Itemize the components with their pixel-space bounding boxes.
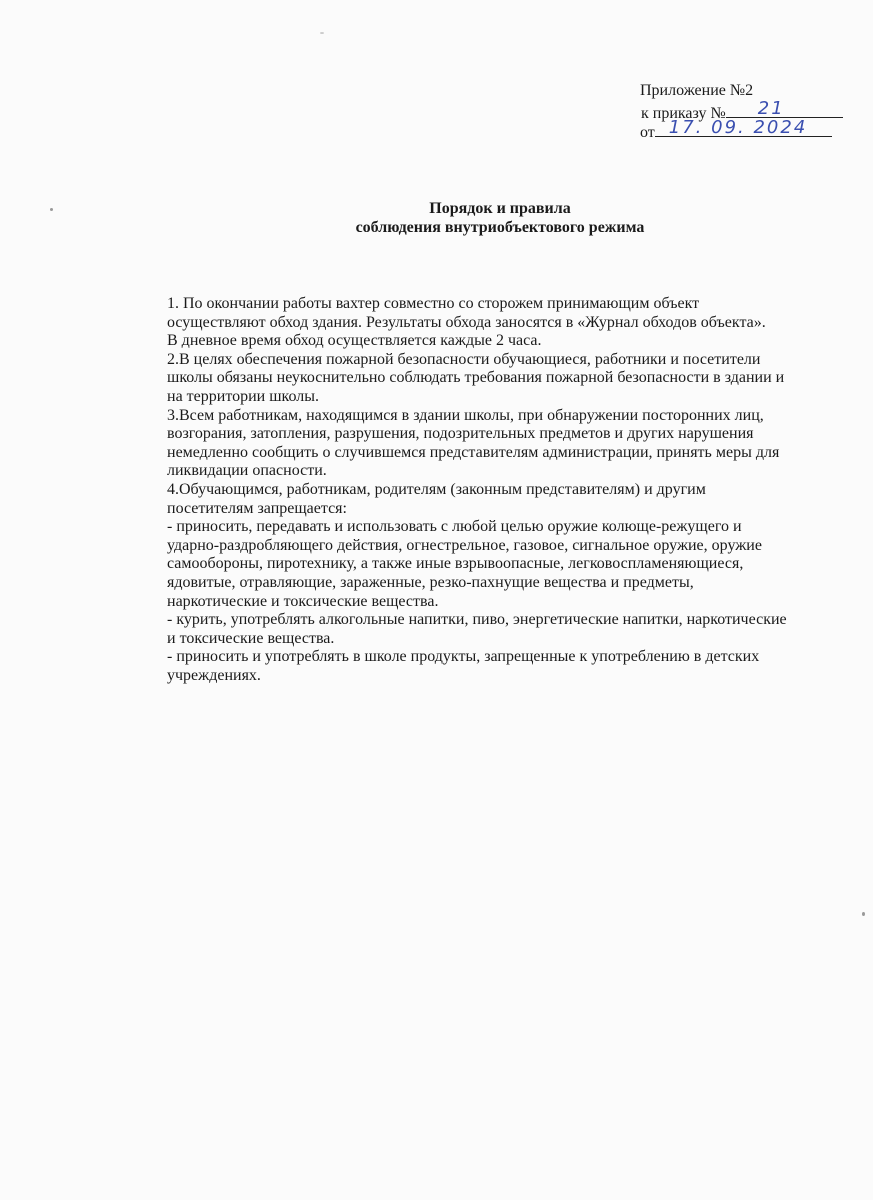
body-line: 2.В целях обеспечения пожарной безопасности обучающиеся, работники и посетители bbox=[167, 350, 761, 368]
date-label: от bbox=[640, 124, 655, 141]
body-line: ликвидации опасности. bbox=[167, 462, 327, 480]
order-number-handwritten: 21 bbox=[757, 98, 785, 119]
body-line: немедленно сообщить о случившемся представителям администрации, принять меры для bbox=[167, 443, 780, 461]
body-line: наркотические и токсические вещества. bbox=[167, 592, 439, 610]
scan-speck bbox=[862, 912, 865, 916]
body-line: 1. По окончании работы вахтер совместно со сторожем принимающим объект bbox=[167, 295, 700, 312]
body-line: 3.Всем работникам, находящимся в здании школы, при обнаружении посторонних лиц, bbox=[167, 406, 764, 424]
body-line: В дневное время обход осуществляется каждые 2 часа. bbox=[167, 332, 542, 350]
date-line bbox=[640, 117, 832, 142]
scan-speck bbox=[50, 208, 53, 211]
appendix-label: Приложение №2 bbox=[640, 82, 754, 99]
body-line: - приносить, передавать и использовать с любой целью оружие колюще-режущего и bbox=[167, 518, 742, 536]
body-line: возгорания, затопления, разрушения, подозрительных предметов и других нарушения bbox=[167, 425, 754, 443]
body-line: - приносить и употреблять в школе продукты, запрещенные к употреблению в детских bbox=[167, 648, 760, 666]
date-field bbox=[655, 117, 832, 138]
body-line: школы обязаны неукоснительно соблюдать требования пожарной безопасности в здании и bbox=[167, 369, 785, 387]
date-handwritten: 17. 09. 2024 bbox=[668, 117, 808, 138]
body-line: осуществляют обход здания. Результаты обхода заносятся в «Журнал обходов объекта». bbox=[167, 313, 766, 331]
document-title-line-2: соблюдения внутриобъектового режима bbox=[355, 219, 645, 236]
body-line: - курить, употреблять алкогольные напитки, пиво, энергетические напитки, наркотические bbox=[167, 611, 787, 629]
scan-speck bbox=[320, 32, 324, 34]
body-line: и токсические вещества. bbox=[167, 629, 335, 647]
body-line: учреждениях. bbox=[167, 666, 261, 684]
document-title-line-1: Порядок и правила bbox=[429, 200, 571, 217]
order-number-field bbox=[726, 98, 843, 119]
body-line: ядовитые, отравляющие, зараженные, резко-пахнущие вещества и предметы, bbox=[167, 573, 694, 591]
body-line: ударно-раздробляющего действия, огнестрельное, газовое, сигнальное оружие, оружие bbox=[167, 536, 762, 554]
body-line: посетителям запрещается: bbox=[167, 499, 347, 517]
body-line: 4.Обучающимся, работникам, родителям (законным представителям) и другим bbox=[167, 480, 706, 498]
body-line: самообороны, пиротехнику, а также иные взрывоопасные, легковоспламеняющиеся, bbox=[167, 555, 744, 573]
document-body bbox=[167, 295, 787, 685]
order-label: к приказу № bbox=[641, 105, 726, 122]
body-line: на территории школы. bbox=[167, 387, 320, 405]
